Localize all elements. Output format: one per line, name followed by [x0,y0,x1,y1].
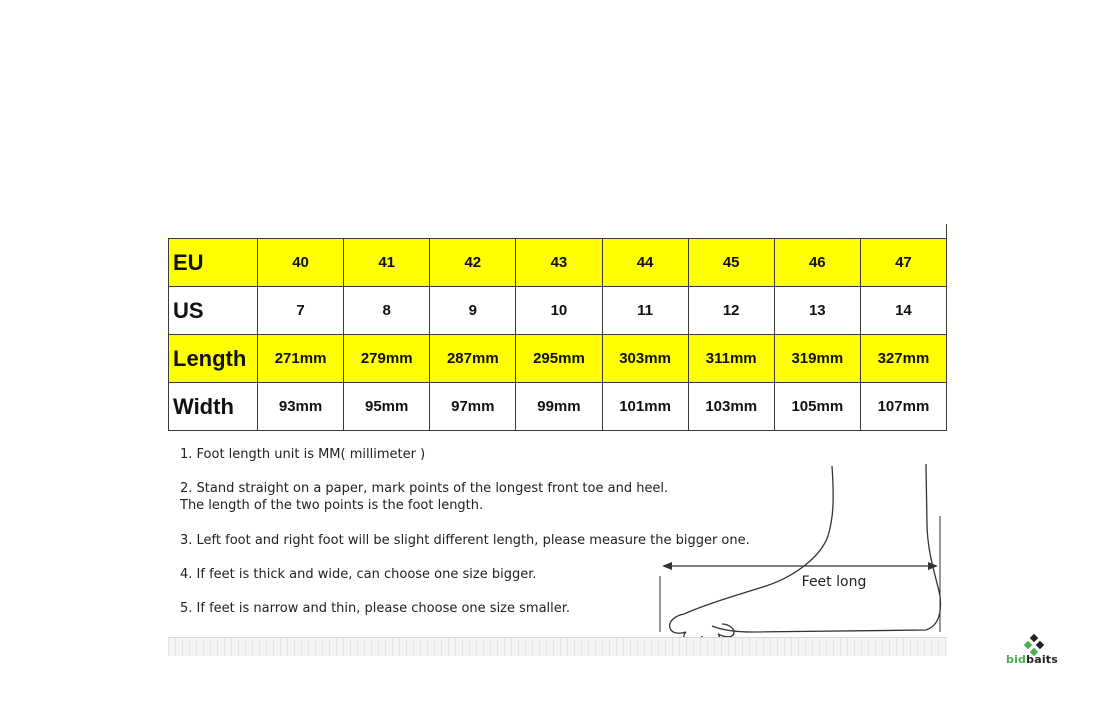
cell: 295mm [516,335,602,383]
cell: 7 [258,287,344,335]
cell: 40 [258,239,344,287]
size-table [168,238,947,431]
cell: 105mm [774,383,860,431]
cell: 8 [344,287,430,335]
brand-name [1004,653,1060,666]
row-width [169,383,947,431]
cell: 287mm [430,335,516,383]
cell: 44 [602,239,688,287]
cell: 99mm [516,383,602,431]
table-top-border [168,224,947,238]
foot-measurement-diagram [656,456,946,644]
row-label-us: US [169,287,258,335]
instruction-item: 2. Stand straight on a paper, mark points of the longest front toe and heel. The length of the two points is the foot length. [180,481,669,513]
cell: 9 [430,287,516,335]
cell: 14 [860,287,946,335]
cell: 279mm [344,335,430,383]
cell: 12 [688,287,774,335]
cell: 93mm [258,383,344,431]
foot-outline-back [712,464,940,632]
row-us [169,287,947,335]
cell: 97mm [430,383,516,431]
cell: 319mm [774,335,860,383]
cell: 11 [602,287,688,335]
cell: 41 [344,239,430,287]
arrow-head-left-icon [662,562,672,570]
cell: 101mm [602,383,688,431]
row-eu [169,239,947,287]
foot-outline-front [684,466,833,614]
cell: 107mm [860,383,946,431]
cell: 327mm [860,335,946,383]
cell: 95mm [344,383,430,431]
instruction-item: 1. Foot length unit is MM( millimeter ) [180,447,426,462]
ruler-strip [168,637,947,656]
row-length [169,335,947,383]
cell: 311mm [688,335,774,383]
cell: 13 [774,287,860,335]
brand-name-part1: bid [1006,653,1027,666]
cell: 303mm [602,335,688,383]
row-label-length: Length [169,335,258,383]
cell: 46 [774,239,860,287]
cell: 271mm [258,335,344,383]
cell: 47 [860,239,946,287]
cell: 42 [430,239,516,287]
row-label-eu: EU [169,239,258,287]
size-chart-panel [168,224,947,655]
cell: 43 [516,239,602,287]
instruction-item: 3. Left foot and right foot will be slight different length, please measure the bigger one. [180,533,750,548]
row-label-width: Width [169,383,258,431]
cell: 10 [516,287,602,335]
instruction-item: 4. If feet is thick and wide, can choose one size bigger. [180,567,537,582]
cell: 103mm [688,383,774,431]
feet-long-label: Feet long [801,574,867,590]
brand-name-part2: baits [1026,653,1058,666]
instruction-item: 5. If feet is narrow and thin, please choose one size smaller. [180,601,571,616]
cell: 45 [688,239,774,287]
